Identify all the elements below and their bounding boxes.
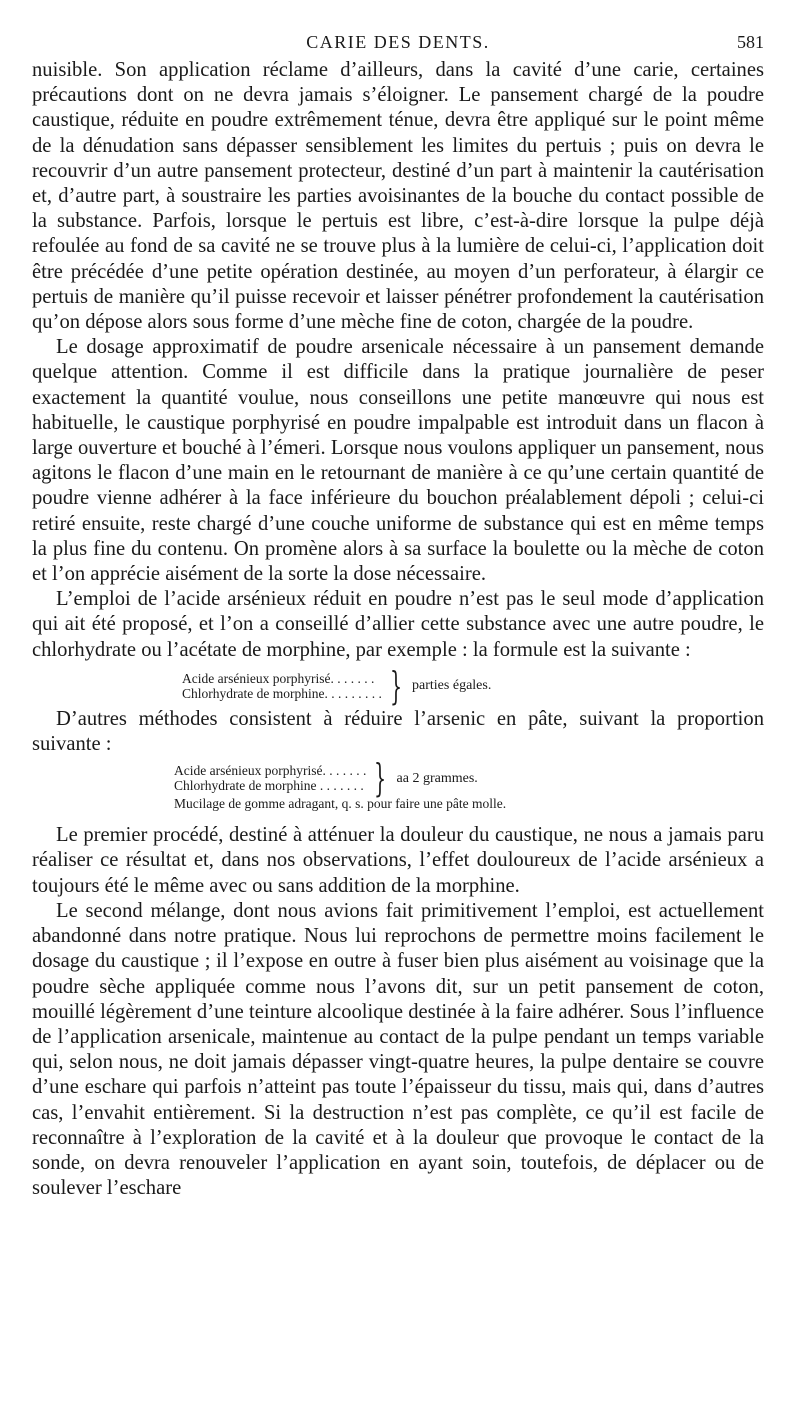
brace-icon: } [374, 756, 387, 801]
paragraph-2: Le dosage approximatif de poudre arsenicale nécessaire à un pansement demande quelque attention. Comme il est difficile dans la pratique journalière de peser exactement la quantité voulue, nous conseillons une petite manœuvre qui nous est habituelle, le caustique porphyrisé en poudre impalpable est introduit dans un flacon à large ouverture et bouché à l’émeri. Lorsque nous voulons appliquer un pansement, nous agitons le flacon d’une main en le retournant de manière à ce qu’une certain quantité de poudre vienne adhérer à la face inférieure du bouchon préalablement dépoli ; celui-ci retiré ensuite, reste chargé d’une couche uniforme de substance qui est en même temps la plus fine du contenu. On promène alors à sa surface la boulette ou la mèche de coton et l’on apprécie aisément de la sorte la dose nécessaire. [32, 336, 764, 586]
paragraph-3: L’emploi de l’acide arsénieux réduit en poudre n’est pas le seul mode d’application qui ait été proposé, et l’on a conseillé d’allier cette substance avec une autre poudre, le chlorhydrate ou l’acétate de morphine, par exemple : la formule est la suivante : [32, 588, 764, 661]
formula-line: Chlorhydrate de morphine . . . . . . . [174, 778, 364, 794]
formula-line: Acide arsénieux porphyrisé. . . . . . . [182, 670, 375, 686]
formula-line: Acide arsénieux porphyrisé. . . . . . . [174, 763, 367, 779]
formula-line: Mucilage de gomme adragant, q. s. pour faire une pâte molle. [174, 796, 507, 812]
formula-paste-ingredients [174, 763, 366, 793]
formula-result: aa 2 grammes. [396, 770, 478, 786]
page-title: CARIE DES DENTS. [306, 32, 490, 52]
formula-paste [174, 756, 764, 812]
page-number: 581 [737, 32, 764, 52]
brace-icon: } [389, 663, 402, 708]
formula-powder-ingredients [182, 671, 382, 701]
document-page [32, 28, 764, 1201]
formula-line: Chlorhydrate de morphine. . . . . . . . . [182, 685, 382, 701]
paragraph-6: Le second mélange, dont nous avions fait primitivement l’emploi, est actuellement abandonné dans notre pratique. Nous lui reprochons de permettre moins facilement le dosage du caustique ; il l’expose en outre à fuser bien plus aisément au voisinage que la poudre sèche appliquée comme nous l’avons dit, sur un petit pansement de coton, mouillé légèrement d’une teinture alcoolique destinée à la faire adhérer. Sous l’influence de l’application arsenicale, maintenue au contact de la pulpe pendant un temps variable qui, selon nous, ne doit jamais dépasser vingt-quatre heures, la pulpe dentaire se couvre d’une eschare qui parfois n’atteint pas toute l’épaisseur du tissu, mais qui, dans d’autres cas, l’envahit entièrement. Si la destruction n’est pas complète, ce qu’il est facile de reconnaître à l’exploration de la cavité et à la douleur que provoque le contact de la sonde, on devra renouveler l’application en ayant soin, toutefois, de déplacer ou de soulever l’eschare [32, 899, 764, 1200]
running-header [32, 28, 764, 58]
paragraph-4: D’autres méthodes consistent à réduire l’arsenic en pâte, suivant la proportion suivante : [32, 707, 764, 756]
formula-result: parties égales. [412, 678, 492, 694]
paragraph-5: Le premier procédé, destiné à atténuer la douleur du caustique, ne nous a jamais paru réaliser ce résultat et, dans nos observations, l’effet douloureux de l’acide arsénieux a toujours été le même avec ou sans addition de la morphine. [32, 824, 764, 897]
paragraph-1: nuisible. Son application réclame d’ailleurs, dans la cavité d’une carie, certaines précautions dont on ne devra jamais s’éloigner. Le pansement chargé de la poudre caustique, réduite en poudre extrêmement ténue, devra être appliqué sur le point même de la dénudation sans dépasser sensiblement les limites du pertuis ; puis on devra le recouvrir d’un autre pansement protecteur, destiné d’un part à maintenir la cautérisation et, d’autre part, à soustraire les parties avoisinantes de la bouche du contact possible de la substance. Parfois, lorsque le pertuis est libre, c’est-à-dire lorsque la pulpe déjà refoulée au fond de sa cavité ne se trouve plus à la lumière de celui-ci, l’application doit être précédée d’une petite opération destinée, au moyen d’un perforateur, à élargir ce pertuis de manière qu’il puisse recevoir et laisser pénétrer profondement la cautérisation qu’on dépose alors sous forme d’une mèche fine de coton, chargée de la poudre. [32, 59, 764, 334]
formula-powder [182, 663, 764, 708]
